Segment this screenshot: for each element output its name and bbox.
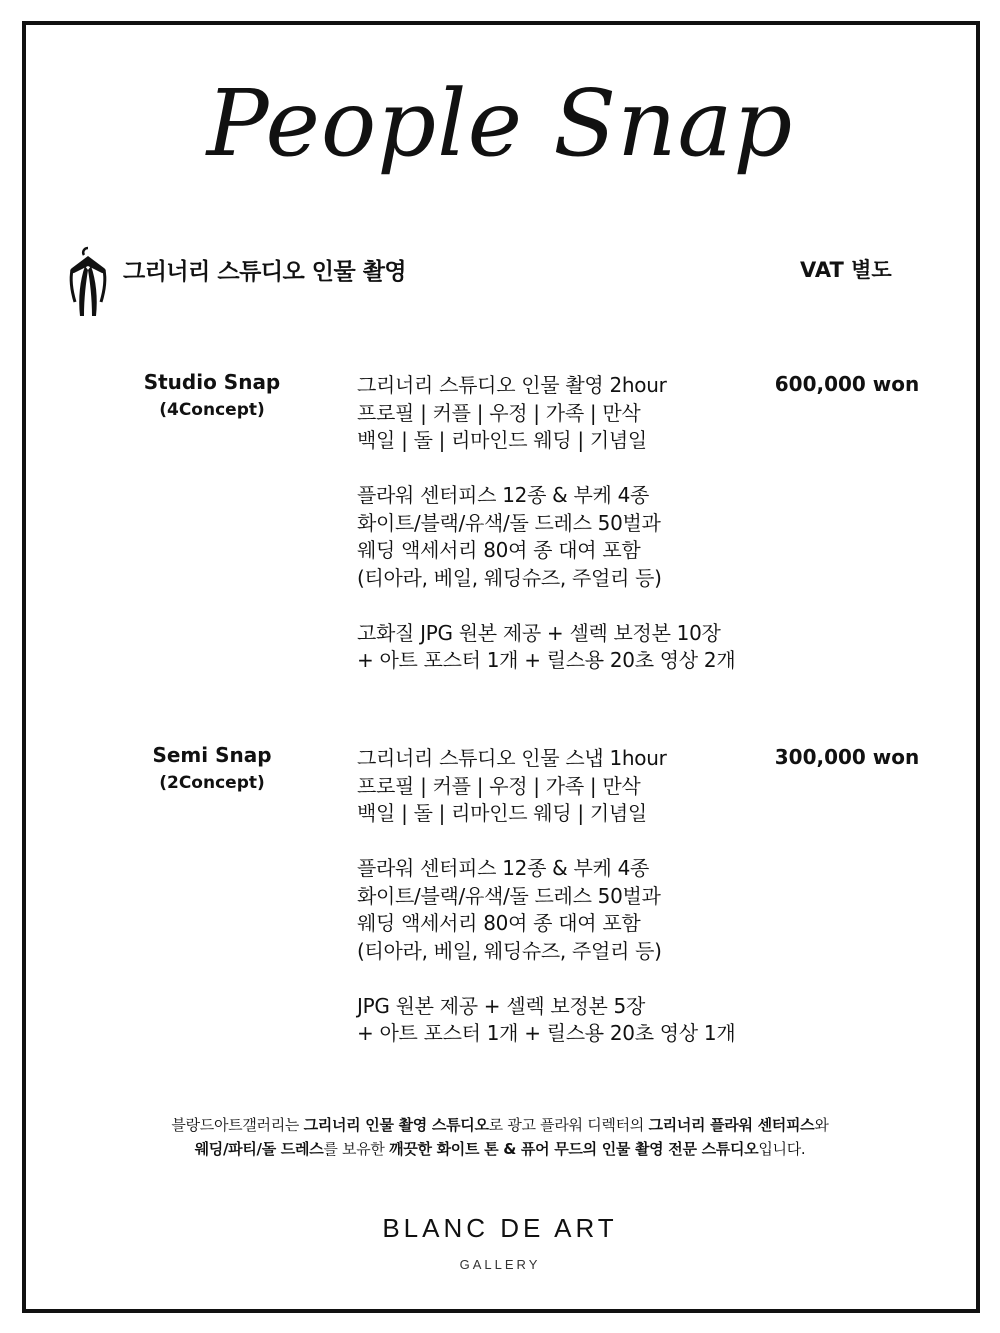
studio-description — [0, 1113, 1000, 1161]
package-price-studio-snap: 600,000 won — [774, 372, 920, 396]
package-name-semi-snap — [112, 741, 312, 797]
desc-line: 웨딩 액세서리 80여 종 대여 포함 — [357, 911, 641, 935]
text-run: 입니다. — [758, 1140, 806, 1158]
package-concept: (2Concept) — [159, 773, 265, 793]
description-line-2 — [0, 1137, 1000, 1161]
studio-subtitle: 그리너리 스튜디오 인물 촬영 — [123, 259, 407, 285]
desc-line: 화이트/블랙/유색/돌 드레스 50벌과 — [357, 883, 661, 908]
desc-line: 백일 | 돌 | 리마인드 웨딩 | 기념일 — [357, 801, 647, 825]
text-run-bold: 웨딩/파티/돌 드레스 — [194, 1140, 324, 1158]
package-name-studio-snap — [112, 368, 312, 424]
desc-line: (티아라, 베일, 웨딩슈즈, 주얼리 등) — [357, 938, 662, 963]
desc-line: 웨딩 액세서리 80여 종 대여 포함 — [357, 538, 641, 562]
desc-line: JPG 원본 제공 + 셀렉 보정본 5장 — [357, 993, 645, 1018]
brand-sub: GALLERY — [459, 1257, 541, 1272]
text-run-bold: 깨끗한 화이트 톤 & 퓨어 무드의 인물 촬영 전문 스튜디오 — [389, 1140, 759, 1158]
page-title: People Snap — [206, 70, 794, 177]
desc-line: 화이트/블랙/유색/돌 드레스 50벌과 — [357, 510, 661, 535]
desc-line: 그리너리 스튜디오 인물 스냅 1hour — [357, 746, 667, 770]
package-description-studio-snap — [357, 372, 757, 675]
desc-line: 백일 | 돌 | 리마인드 웨딩 | 기념일 — [357, 428, 647, 452]
text-run: 를 보유한 — [323, 1140, 390, 1158]
hanger-bow-icon — [66, 246, 110, 320]
description-line-1 — [0, 1113, 1000, 1137]
text-run: 로 광고 플라워 디렉터의 — [488, 1116, 649, 1134]
desc-line: + 아트 포스터 1개 + 릴스용 20초 영상 1개 — [357, 1021, 736, 1045]
text-run: 블랑드아트갤러리는 — [171, 1116, 304, 1134]
package-concept: (4Concept) — [159, 400, 265, 420]
desc-line: + 아트 포스터 1개 + 릴스용 20초 영상 2개 — [357, 648, 736, 672]
text-run-bold: 그리너리 플라워 센터피스 — [648, 1116, 815, 1134]
desc-line: 플라워 센터피스 12종 & 부케 4종 — [357, 483, 650, 507]
text-run: 와 — [814, 1116, 829, 1134]
vat-note: VAT 별도 — [800, 258, 892, 282]
desc-line: 고화질 JPG 원본 제공 + 셀렉 보정본 10장 — [357, 620, 721, 645]
package-price-semi-snap: 300,000 won — [774, 745, 920, 769]
desc-line: 프로필 | 커플 | 우정 | 가족 | 만삭 — [357, 773, 641, 798]
brand-logo: BLANC DE ART — [382, 1213, 618, 1243]
text-run-bold: 그리너리 인물 촬영 스튜디오 — [303, 1116, 489, 1134]
package-title: Studio Snap — [143, 370, 281, 394]
desc-line: 플라워 센터피스 12종 & 부케 4종 — [357, 856, 650, 880]
package-description-semi-snap — [357, 745, 757, 1048]
desc-line: (티아라, 베일, 웨딩슈즈, 주얼리 등) — [357, 565, 662, 590]
package-title: Semi Snap — [152, 743, 272, 767]
desc-line: 프로필 | 커플 | 우정 | 가족 | 만삭 — [357, 400, 641, 425]
desc-line: 그리너리 스튜디오 인물 촬영 2hour — [357, 373, 667, 397]
